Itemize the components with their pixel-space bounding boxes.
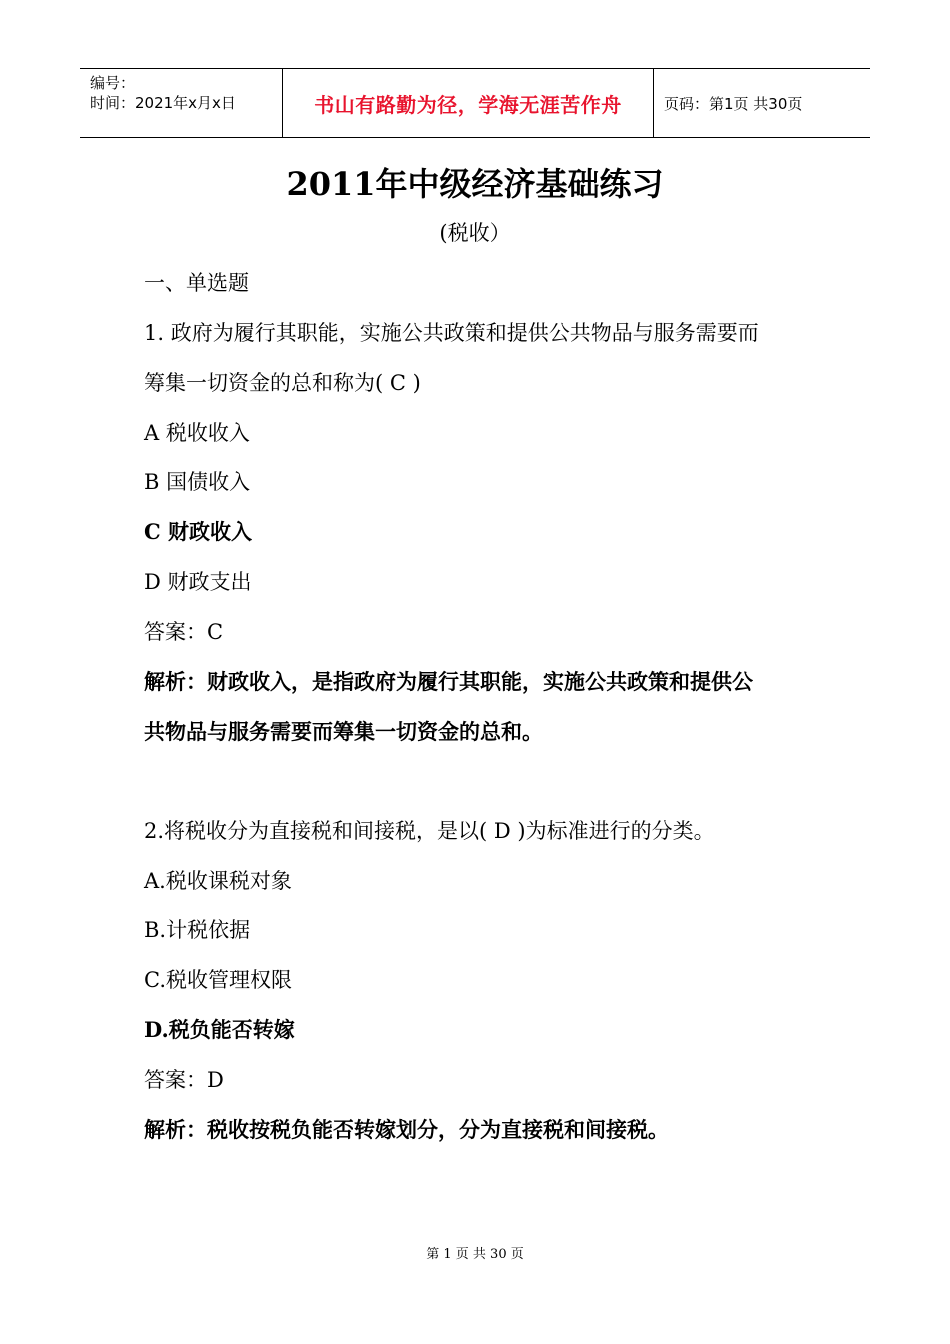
q1-stem-line1: 1. 政府为履行其职能，实施公共政策和提供公共物品与服务需要而 bbox=[144, 321, 759, 345]
page-header bbox=[80, 68, 870, 138]
q1-analysis-line1: 解析：财政收入，是指政府为履行其职能，实施公共政策和提供公 bbox=[144, 669, 753, 694]
q1-answer: 答案：C bbox=[144, 620, 224, 644]
document-title: 2011年中级经济基础练习 bbox=[286, 165, 664, 203]
header-number-label: 编号： bbox=[90, 74, 136, 92]
header-meta bbox=[80, 69, 282, 137]
header-time-label: 时间：2021年x月x日 bbox=[90, 94, 236, 112]
section-heading: 一、单选题 bbox=[144, 271, 249, 295]
q2-option-c: C.税收管理权限 bbox=[144, 968, 292, 992]
q1-option-d: D 财政支出 bbox=[144, 570, 252, 594]
document-subtitle: (税收） bbox=[439, 221, 511, 245]
header-page-info: 页码：第1页 共30页 bbox=[664, 94, 803, 113]
q2-analysis: 解析：税收按税负能否转嫁划分，分为直接税和间接税。 bbox=[144, 1117, 669, 1142]
q1-analysis-line2: 共物品与服务需要而筹集一切资金的总和。 bbox=[144, 719, 543, 744]
page-footer: 第 1 页 共 30 页 bbox=[426, 1247, 524, 1262]
q2-option-a: A.税收课税对象 bbox=[144, 869, 292, 893]
q2-stem: 2.将税收分为直接税和间接税，是以( D )为标准进行的分类。 bbox=[144, 819, 715, 843]
header-motto: 书山有路勤为径，学海无涯苦作舟 bbox=[282, 69, 654, 137]
q2-option-b: B.计税依据 bbox=[144, 918, 251, 942]
q1-option-c-correct: C 财政收入 bbox=[144, 519, 253, 544]
q2-option-d-correct: D.税负能否转嫁 bbox=[144, 1017, 295, 1042]
q1-option-b: B 国债收入 bbox=[144, 470, 251, 494]
q1-stem-line2: 筹集一切资金的总和称为( C ) bbox=[144, 371, 421, 395]
q1-option-a: A 税收收入 bbox=[144, 421, 250, 445]
q2-answer: 答案：D bbox=[144, 1068, 224, 1092]
